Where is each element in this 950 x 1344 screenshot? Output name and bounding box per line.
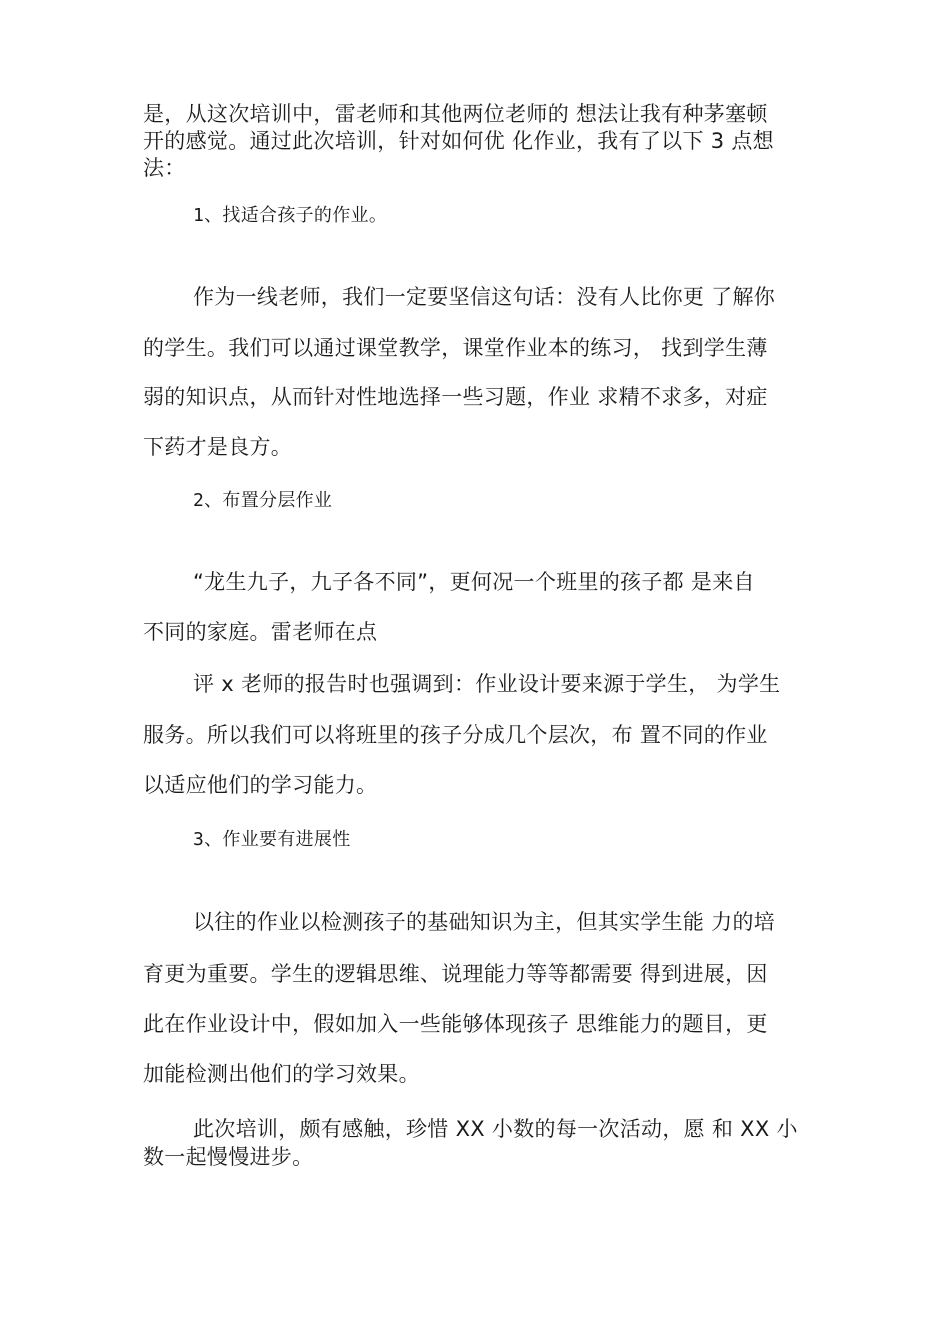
section-1-line-3: 弱的知识点，从而针对性地选择一些习题，作业 求精不求多，对症 xyxy=(143,385,768,409)
section-2-line-2: 不同的家庭。雷老师在点 xyxy=(143,620,378,644)
closing-line-2: 数一起慢慢进步。 xyxy=(143,1145,314,1169)
section-3-line-3: 此在作业设计中，假如加入一些能够体现孩子 思维能力的题目，更 xyxy=(143,1012,768,1036)
section-2-line-3: 评 x 老师的报告时也强调到：作业设计要来源于学生， 为学生 xyxy=(193,672,781,696)
intro-line-3: 法： xyxy=(143,156,186,180)
closing-line-1: 此次培训，颇有感触，珍惜 XX 小数的每一次活动，愿 和 XX 小 xyxy=(193,1117,798,1141)
intro-line-2: 开的感觉。通过此次培训，针对如何优 化作业，我有了以下 3 点想 xyxy=(143,129,774,153)
intro-line-1: 是，从这次培训中，雷老师和其他两位老师的 想法让我有种茅塞顿 xyxy=(143,102,768,126)
section-2-line-1: “龙生九子，九子各不同”，更何况一个班里的孩子都 是来自 xyxy=(193,570,755,594)
section-2-line-5: 以适应他们的学习能力。 xyxy=(143,773,378,797)
section-3-line-1: 以往的作业以检测孩子的基础知识为主，但其实学生能 力的培 xyxy=(193,910,776,934)
section-3-line-4: 加能检测出他们的学习效果。 xyxy=(143,1062,420,1086)
section-3-line-2: 育更为重要。学生的逻辑思维、说理能力等等都需要 得到进展，因 xyxy=(143,962,768,986)
section-3-heading: 3、作业要有进展性 xyxy=(193,829,351,850)
section-1-line-1: 作为一线老师，我们一定要坚信这句话：没有人比你更 了解你 xyxy=(193,285,776,309)
section-1-heading: 1、找适合孩子的作业。 xyxy=(193,205,388,226)
section-2-line-4: 服务。所以我们可以将班里的孩子分成几个层次，布 置不同的作业 xyxy=(143,723,768,747)
section-1-line-2: 的学生。我们可以通过课堂教学，课堂作业本的练习， 找到学生薄 xyxy=(143,336,768,360)
section-2-heading: 2、布置分层作业 xyxy=(193,490,333,511)
section-1-line-4: 下药才是良方。 xyxy=(143,435,293,459)
